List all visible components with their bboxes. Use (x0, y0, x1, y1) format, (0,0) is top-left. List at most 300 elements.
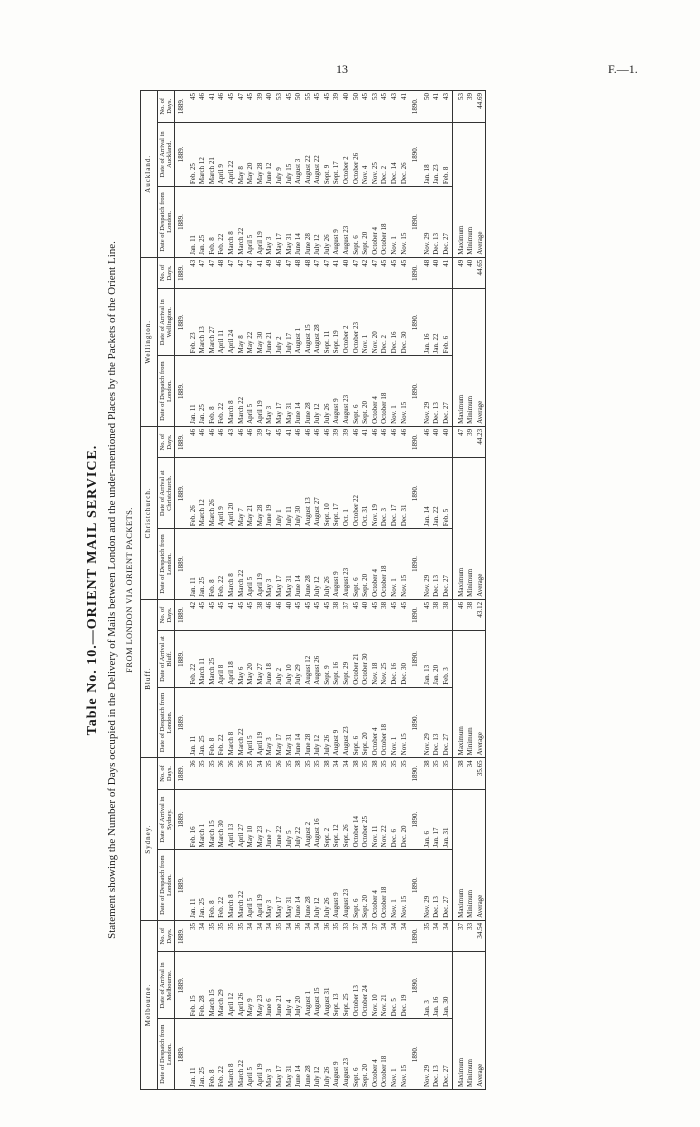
city-header: Bluff. (141, 599, 158, 758)
despatch-date: Sept. 20 (361, 1064, 370, 1087)
arrival-date: Sept. 19 (332, 330, 341, 354)
despatch-date: July 12 (313, 403, 322, 424)
arrival-date: Nov. 19 (370, 504, 379, 527)
despatch-date: March 22 (236, 728, 245, 756)
days-count: 45 (303, 601, 312, 609)
arrival-date: October 25 (361, 816, 370, 848)
arrival-date: August 15 (303, 324, 312, 354)
despatch-date: Nov. 1 (390, 1068, 399, 1087)
arrival-date: Dec. 3 (380, 507, 389, 527)
days-count: 47 (226, 259, 235, 267)
despatch-date: Sept. 6 (351, 735, 360, 756)
despatch-date: Dec. 13 (432, 402, 441, 424)
days-count: 34 (380, 922, 389, 930)
year-label: 1890. (411, 146, 420, 163)
despatch-date: April 5 (246, 403, 255, 424)
arrival-date: Nov. 10 (370, 994, 379, 1017)
arrival-date: July 11 (284, 506, 293, 527)
days-count: 46 (380, 428, 389, 436)
arrival-date: June 18 (265, 663, 274, 685)
days-count: 46 (198, 428, 207, 436)
despatch-date: July 26 (322, 734, 331, 756)
arrival-date: July 20 (294, 996, 303, 1017)
despatch-date: Dec. 13 (432, 575, 441, 597)
days-count: 36 (217, 760, 226, 768)
despatch-date: May 31 (284, 402, 293, 424)
days-count: 46 (217, 93, 226, 100)
days-count: 50 (422, 93, 431, 100)
arrival-date: July 9 (274, 167, 283, 185)
year-label: 1889. (176, 214, 185, 230)
days-count: 35 (274, 922, 283, 930)
despatch-date: Feb. 22 (217, 575, 226, 597)
arrival-date: Dec. 30 (399, 331, 408, 354)
summary-label: Minimum (466, 568, 475, 597)
year-label: 1889. (176, 434, 185, 450)
days-count: 40 (342, 93, 351, 100)
despatch-date: Feb. 22 (217, 734, 226, 756)
despatch-date: June 14 (294, 733, 303, 756)
summary-min: 39 (466, 428, 475, 436)
days-count: 35 (207, 760, 216, 768)
arrival-date: Sept. 9 (322, 665, 331, 685)
days-count: 45 (361, 93, 370, 100)
arrival-date: Oct. 31 (361, 505, 370, 527)
days-count: 49 (265, 259, 274, 267)
despatch-date: June 28 (303, 896, 312, 918)
despatch-date: Sept. 20 (361, 732, 370, 756)
days-count: 40 (284, 601, 293, 609)
days-count: 35 (207, 922, 216, 930)
arrival-date: October 23 (351, 322, 360, 354)
summary-label: Average (475, 894, 484, 918)
days-count: 39 (332, 93, 341, 100)
despatch-date: May 3 (265, 236, 274, 255)
mail-delivery-table (140, 90, 486, 1090)
days-count: 35 (361, 760, 370, 768)
despatch-date: July 26 (322, 1066, 331, 1087)
arrival-date: Jan. 16 (422, 333, 431, 354)
arrival-date: March 25 (207, 657, 216, 685)
days-col-header: No. of Days. (157, 257, 174, 288)
despatch-date: Sept. 6 (351, 235, 360, 255)
year-label: 1890. (411, 98, 420, 115)
arrival-date: Sept. 10 (322, 503, 331, 527)
despatch-date: Nov. 15 (399, 574, 408, 597)
arrival-date: October 2 (342, 156, 351, 185)
arrival-date: April 20 (226, 502, 235, 527)
despatch-date: October 18 (380, 1055, 389, 1087)
despatch-date: August 23 (342, 225, 351, 255)
arrival-date: August 31 (322, 987, 331, 1017)
days-count: 46 (313, 428, 322, 436)
days-count: 47 (207, 259, 216, 267)
days-count: 47 (313, 259, 322, 267)
despatch-date: May 17 (274, 233, 283, 255)
despatch-date: June 14 (294, 1065, 303, 1087)
days-count: 45 (390, 259, 399, 267)
despatch-date: Sept. 20 (361, 573, 370, 597)
days-count: 36 (274, 760, 283, 768)
arrival-date: May 8 (236, 335, 245, 354)
arrival-date: Jan. 22 (432, 506, 441, 527)
despatch-date: March 22 (236, 227, 245, 255)
days-count: 42 (188, 601, 197, 609)
despatch-date: Dec. 13 (432, 232, 441, 255)
arrival-date: Jan. 22 (432, 333, 441, 354)
summary-label: Minimum (466, 889, 475, 918)
year-label: 1889. (176, 877, 185, 893)
arrival-date: Dec. 26 (399, 162, 408, 185)
days-count: 38 (351, 760, 360, 768)
despatch-date: August 9 (332, 229, 341, 255)
year-label: 1890. (411, 1046, 420, 1063)
days-count: 33 (342, 922, 351, 930)
despatch-date: Feb. 8 (207, 579, 216, 597)
arrival-date: August 22 (303, 155, 312, 185)
days-count: 40 (442, 428, 450, 436)
page-reference: F.—1. (608, 62, 638, 76)
arrival-date: Jan. 23 (432, 164, 441, 185)
arrival-date: Nov. 21 (380, 994, 389, 1017)
despatch-date: Nov. 15 (399, 1064, 408, 1087)
despatch-date: August 23 (342, 394, 351, 424)
arrival-date: March 12 (198, 157, 207, 185)
despatch-date: October 18 (380, 724, 389, 756)
year-label: 1889. (176, 765, 185, 782)
despatch-col-header: Date of Despatch from London. (157, 356, 174, 427)
despatch-date: March 22 (236, 569, 245, 597)
days-count: 40 (361, 601, 370, 609)
days-count: 45 (274, 428, 283, 436)
rotated-table-page (85, 90, 615, 1090)
days-count: 41 (207, 93, 216, 100)
summary-label: Average (475, 231, 484, 255)
arrival-date: August 26 (313, 655, 322, 685)
year-label: 1890. (411, 714, 420, 731)
despatch-date: May 31 (284, 575, 293, 597)
despatch-date: October 18 (380, 886, 389, 918)
despatch-date: July 26 (322, 403, 331, 424)
arrival-date: Sept. 17 (332, 161, 341, 185)
summary-max: 46 (456, 601, 465, 609)
days-count: 47 (284, 259, 293, 267)
days-count: 34 (265, 922, 274, 930)
despatch-date: Feb. 8 (207, 237, 216, 255)
arrival-date: Nov. 18 (370, 662, 379, 685)
arrival-date: Dec. 6 (390, 829, 399, 848)
despatch-date: March 22 (236, 396, 245, 424)
days-count: 40 (432, 259, 441, 267)
despatch-date: April 5 (246, 576, 255, 597)
despatch-date: August 9 (332, 892, 341, 918)
despatch-date: October 4 (370, 1059, 379, 1087)
days-count: 34 (332, 760, 341, 768)
arrival-date: Sept. 26 (342, 824, 351, 848)
arrival-date: October 2 (342, 325, 351, 354)
despatch-date: Nov. 15 (399, 232, 408, 255)
despatch-date: Sept. 6 (351, 577, 360, 597)
days-count: 47 (236, 259, 245, 267)
arrival-date: April 11 (217, 330, 226, 354)
arrival-date: April 12 (226, 992, 235, 1017)
arrival-date: July 2 (274, 667, 283, 685)
days-count: 43 (188, 259, 197, 267)
despatch-date: July 12 (313, 734, 322, 756)
days-col-header: No. of Days. (157, 920, 174, 951)
arrival-date: Jan. 3 (422, 1000, 431, 1017)
arrival-date: Sept. 17 (332, 503, 341, 527)
arrival-date: August 22 (313, 155, 322, 185)
days-count: 34 (303, 922, 312, 930)
table-from-line: FROM LONDON VIA ORIENT PACKETS. (124, 507, 134, 673)
days-count: 35 (188, 922, 197, 930)
days-count: 48 (422, 259, 431, 267)
days-count: 40 (342, 259, 351, 267)
despatch-date: Sept. 20 (361, 231, 370, 255)
days-count: 39 (255, 93, 264, 100)
despatch-date: October 4 (370, 727, 379, 756)
arrival-date: April 24 (226, 329, 235, 354)
despatch-col-header: Date of Despatch from London. (157, 529, 174, 600)
days-count: 34 (198, 922, 207, 930)
days-col-header: No. of Days. (157, 91, 174, 123)
arrival-date: August 27 (313, 497, 322, 527)
days-count: 48 (217, 259, 226, 267)
despatch-date: April 19 (255, 1063, 264, 1087)
days-col-header: No. of Days. (157, 426, 174, 457)
arrival-date: October 13 (351, 985, 360, 1017)
days-count: 46 (274, 259, 283, 267)
arrival-date: Dec. 16 (390, 331, 399, 354)
days-count: 34 (399, 922, 408, 930)
despatch-date: Nov. 29 (422, 1064, 431, 1087)
arrival-col-header: Date of Arrival at Bluff. (157, 631, 174, 688)
arrival-date: May 6 (236, 666, 245, 685)
despatch-date: March 22 (236, 890, 245, 918)
despatch-date: May 17 (274, 733, 283, 756)
year-label: 1889. (176, 714, 185, 731)
despatch-date: May 17 (274, 1065, 283, 1087)
days-count: 53 (274, 93, 283, 100)
days-count: 38 (422, 760, 431, 768)
despatch-date: Nov. 29 (422, 574, 431, 597)
year-label: 1890. (411, 556, 420, 572)
days-count: 46 (399, 428, 408, 436)
summary-max: 49 (456, 259, 465, 267)
arrival-date: Nov. 20 (370, 331, 379, 354)
days-count: 45 (236, 601, 245, 609)
arrival-date: July 22 (294, 826, 303, 848)
despatch-date: April 5 (246, 735, 255, 756)
year-label: 1889. (176, 556, 185, 572)
days-count: 35 (284, 760, 293, 768)
arrival-date: March 30 (217, 820, 226, 848)
arrival-date: May 22 (246, 331, 255, 354)
days-count: 48 (303, 259, 312, 267)
days-count: 45 (399, 259, 408, 267)
arrival-date: July 29 (294, 664, 303, 685)
days-count: 46 (422, 428, 431, 436)
despatch-date: Dec. 27 (442, 896, 450, 918)
table-subtitle: Statement showing the Number of Days occupied in the Delivery of Mails between London and the under-mentioned Places by the Packets of the Orient Line. (106, 241, 118, 939)
arrival-date: Nov. 11 (370, 825, 379, 848)
arrival-date: Sept. 2 (322, 827, 331, 848)
despatch-date: October 18 (380, 392, 389, 424)
arrival-date: August 16 (313, 818, 322, 848)
arrival-date: March 13 (198, 326, 207, 354)
days-count: 36 (226, 760, 235, 768)
summary-label: Average (475, 1063, 484, 1087)
days-count: 35 (332, 922, 341, 930)
despatch-date: April 5 (246, 897, 255, 918)
arrival-date: Oct. 1 (342, 509, 351, 527)
days-count: 45 (351, 601, 360, 609)
arrival-date: May 30 (255, 331, 264, 354)
despatch-date: October 18 (380, 223, 389, 255)
year-label: 1890. (411, 607, 420, 623)
arrival-date: Dec. 16 (390, 662, 399, 685)
arrival-date: March 21 (207, 157, 216, 185)
despatch-date: April 19 (255, 231, 264, 255)
arrival-date: July 15 (284, 163, 293, 185)
days-count: 40 (432, 428, 441, 436)
days-count: 39 (342, 428, 351, 436)
arrival-date: April 26 (236, 992, 245, 1017)
days-count: 34 (255, 922, 264, 930)
arrival-date: July 2 (274, 336, 283, 354)
days-count: 48 (294, 259, 303, 267)
days-count: 45 (294, 601, 303, 609)
summary-min: 34 (466, 760, 475, 768)
despatch-col-header: Date of Despatch from London. (157, 187, 174, 258)
despatch-date: May 17 (274, 402, 283, 424)
arrival-date: Nov. 22 (380, 825, 389, 848)
arrival-date: June 19 (265, 504, 274, 527)
arrival-date: Sept. 29 (342, 661, 351, 685)
days-count: 34 (255, 760, 264, 768)
summary-label: Maximum (456, 1057, 465, 1087)
days-count: 41 (284, 428, 293, 436)
despatch-date: August 23 (342, 726, 351, 756)
arrival-date: June 21 (265, 331, 274, 354)
arrival-date: April 22 (226, 160, 235, 185)
arrival-date: August 13 (303, 497, 312, 527)
days-count: 37 (370, 922, 379, 930)
arrival-date: March 27 (207, 326, 216, 354)
despatch-date: October 4 (370, 396, 379, 424)
arrival-date: Dec. 20 (399, 825, 408, 848)
despatch-date: July 26 (322, 897, 331, 918)
arrival-date: Sept. 9 (322, 164, 331, 185)
despatch-date: Jan. 25 (198, 576, 207, 597)
despatch-col-header: Date of Despatch from London. (157, 1019, 174, 1090)
arrival-date: Jan. 30 (442, 996, 450, 1017)
despatch-date: Dec. 13 (432, 733, 441, 756)
arrival-date: Dec. 19 (399, 994, 408, 1017)
days-count: 46 (207, 428, 216, 436)
arrival-date: October 30 (361, 653, 370, 685)
year-label: 1889. (176, 485, 185, 502)
arrival-date: August 15 (313, 987, 322, 1017)
despatch-date: Nov. 29 (422, 895, 431, 918)
despatch-date: August 9 (332, 398, 341, 424)
arrival-date: April 9 (217, 506, 226, 527)
days-count: 42 (361, 259, 370, 267)
summary-min: 40 (466, 259, 475, 267)
city-header: Auckland. (141, 91, 158, 258)
despatch-date: March 8 (226, 573, 235, 597)
arrival-date: June 12 (265, 162, 274, 185)
arrival-date: Jan. 31 (442, 827, 450, 848)
days-count: 47 (198, 259, 207, 267)
despatch-date: Jan. 25 (198, 1067, 207, 1087)
despatch-date: Feb. 22 (217, 1066, 226, 1087)
despatch-date: Sept. 6 (351, 898, 360, 918)
days-count: 36 (294, 922, 303, 930)
despatch-date: Nov. 15 (399, 895, 408, 918)
arrival-col-header: Date of Arrival in Sydney. (157, 789, 174, 850)
days-count: 41 (442, 259, 450, 267)
summary-min: 39 (466, 93, 475, 100)
despatch-date: August 9 (332, 729, 341, 756)
arrival-date: Dec. 2 (380, 165, 389, 185)
days-count: 46 (303, 428, 312, 436)
arrival-date: August 3 (294, 158, 303, 185)
days-count: 41 (432, 93, 441, 100)
days-count: 45 (370, 601, 379, 609)
arrival-date: Dec. 14 (390, 162, 399, 185)
days-count: 46 (217, 428, 226, 436)
despatch-date: Dec. 27 (442, 575, 450, 597)
year-label: 1890. (411, 265, 420, 281)
days-count: 47 (370, 259, 379, 267)
summary-max: 37 (456, 922, 465, 930)
despatch-date: Feb. 8 (207, 900, 216, 918)
arrival-date: Nov. 25 (370, 162, 379, 185)
despatch-date: March 8 (226, 1063, 235, 1087)
despatch-date: July 12 (313, 576, 322, 597)
despatch-date: Nov. 29 (422, 733, 431, 756)
despatch-date: Jan. 25 (198, 234, 207, 255)
despatch-date: Feb. 22 (217, 233, 226, 255)
summary-avg: 44.69 (475, 93, 484, 109)
arrival-date: May 23 (255, 825, 264, 848)
days-count: 35 (303, 760, 312, 768)
arrival-date: August 2 (303, 821, 312, 848)
arrival-date: March 12 (198, 499, 207, 527)
year-label: 1890. (411, 214, 420, 230)
days-count: 45 (380, 259, 389, 267)
despatch-date: July 12 (313, 234, 322, 255)
arrival-date: August 1 (294, 327, 303, 354)
arrival-date: Jan. 6 (422, 830, 431, 848)
despatch-date: June 28 (303, 402, 312, 424)
arrival-date: May 28 (255, 162, 264, 185)
summary-label: Minimum (466, 727, 475, 756)
arrival-date: July 17 (284, 332, 293, 354)
summary-avg: 35.65 (475, 760, 484, 777)
year-label: 1890. (411, 977, 420, 994)
despatch-date: June 28 (303, 733, 312, 756)
arrival-date: October 24 (361, 985, 370, 1017)
arrival-date: Sept. 11 (322, 330, 331, 354)
despatch-date: October 4 (370, 890, 379, 918)
arrival-date: Jan. 13 (422, 664, 431, 685)
year-label: 1889. (176, 146, 185, 163)
arrival-date: Feb. 28 (198, 995, 207, 1017)
arrival-date: July 4 (284, 999, 293, 1017)
